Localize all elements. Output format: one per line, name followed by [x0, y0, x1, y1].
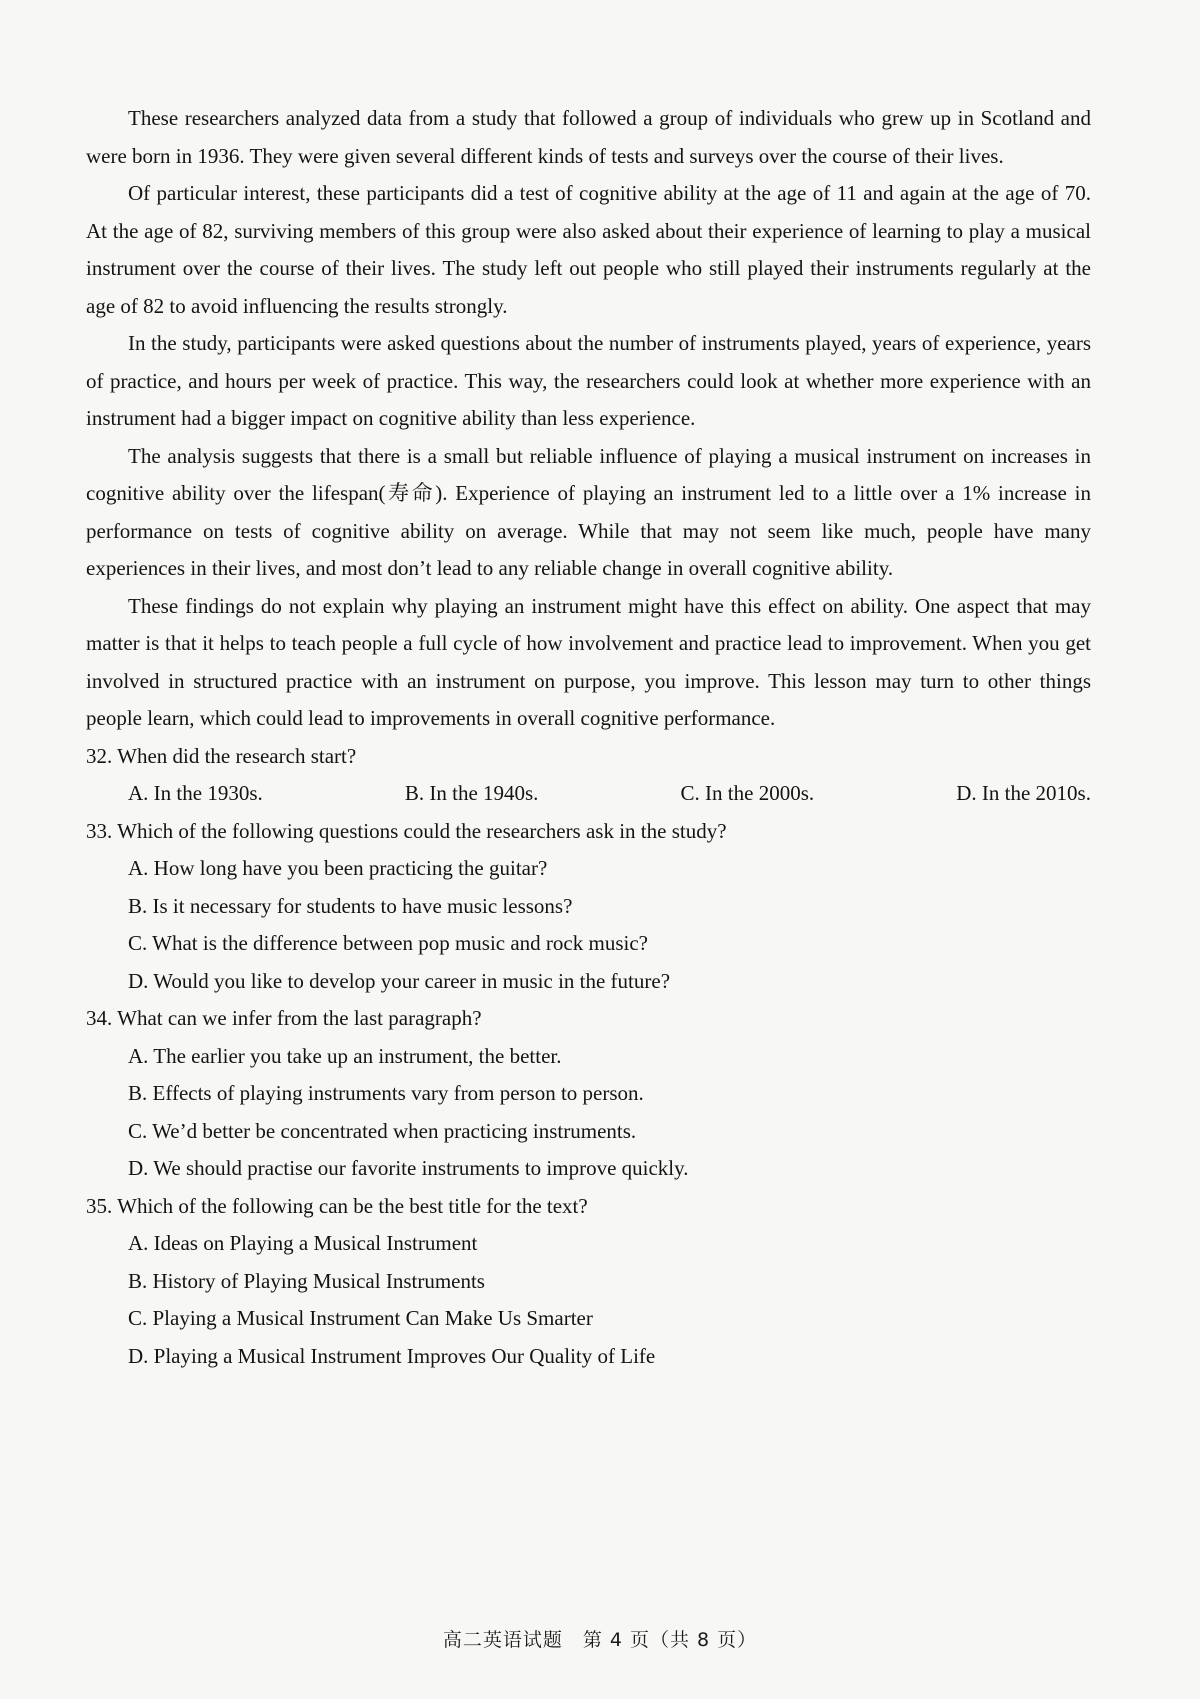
question-34 — [86, 1000, 1091, 1188]
passage-paragraph-2: Of particular interest, these participants did a test of cognitive ability at the age of 11 and again at the age of 70. At the age of 82, surviving members of this group were also asked about their experience of learning to play a musical instrument over the course of their lives. The study left out people who still played their instruments regularly at the age of 82 to avoid influencing the results strongly. — [86, 181, 1091, 318]
option-b: B. History of Playing Musical Instruments — [128, 1268, 485, 1293]
option-c: C. In the 2000s. — [680, 781, 815, 805]
passage-paragraph-4: The analysis suggests that there is a small but reliable influence of playing a musical instrument on increases in cognitive ability over the lifespan(寿命). Experience of playing an instrument led to a little over a 1% increase in performance on tests of cognitive ability on average. While that may not seem like much, people have many experiences in their lives, and most don’t lead to any reliable change in overall cognitive ability. — [86, 443, 1091, 580]
option-b: B. Effects of playing instruments vary from person to person. — [128, 1081, 644, 1105]
question-32 — [86, 738, 1091, 813]
option-d: D. Would you like to develop your career in music in the future? — [128, 968, 671, 993]
question-stem: 32. When did the research start? — [86, 743, 357, 768]
option-d: D. We should practise our favorite instruments to improve quickly. — [128, 1156, 689, 1180]
passage-paragraph-1: These researchers analyzed data from a study that followed a group of individuals who grew up in Scotland and were born in 1936. They were given several different kinds of tests and surveys over the course of their lives. — [86, 106, 1091, 168]
option-c: C. What is the difference between pop music and rock music? — [128, 931, 648, 955]
option-c: C. Playing a Musical Instrument Can Make Us Smarter — [128, 1306, 593, 1330]
option-b: B. In the 1940s. — [404, 781, 539, 805]
question-stem: 35. Which of the following can be the best title for the text? — [86, 1193, 588, 1218]
option-a: A. How long have you been practicing the guitar? — [128, 856, 548, 880]
question-stem: 33. Which of the following questions could the researchers ask in the study? — [86, 818, 727, 843]
option-a: A. Ideas on Playing a Musical Instrument — [128, 1231, 478, 1255]
question-list — [86, 738, 1091, 1376]
page-footer: 高二英语试题 第 4 页（共 8 页） — [442, 1629, 758, 1651]
passage-paragraph-3: In the study, participants were asked questions about the number of instruments played, years of experience, years of practice, and hours per week of practice. This way, the researchers could look at whether more experience with an instrument had a bigger impact on cognitive ability than less experience. — [86, 331, 1091, 430]
option-row — [86, 775, 1091, 813]
option-a: A. In the 1930s. — [128, 781, 263, 805]
option-d: D. Playing a Musical Instrument Improves Our Quality of Life — [128, 1343, 656, 1368]
question-33 — [86, 813, 1091, 1001]
option-a: A. The earlier you take up an instrument, the better. — [128, 1043, 562, 1068]
exam-page — [86, 100, 1091, 1375]
question-stem: 34. What can we infer from the last paragraph? — [86, 1006, 482, 1030]
reading-passage — [86, 100, 1091, 738]
passage-paragraph-5: These findings do not explain why playing an instrument might have this effect on ability. One aspect that may matter is that it helps to teach people a full cycle of how involvement and practice lead to improvement. When you get involved in structured practice with an instrument on purpose, you improve. This lesson may turn to other things people learn, which could lead to improvements in overall cognitive performance. — [86, 593, 1091, 730]
option-b: B. Is it necessary for students to have music lessons? — [128, 893, 573, 918]
question-35 — [86, 1188, 1091, 1376]
option-d: D. In the 2010s. — [956, 781, 1091, 805]
option-c: C. We’d better be concentrated when practicing instruments. — [128, 1118, 637, 1143]
